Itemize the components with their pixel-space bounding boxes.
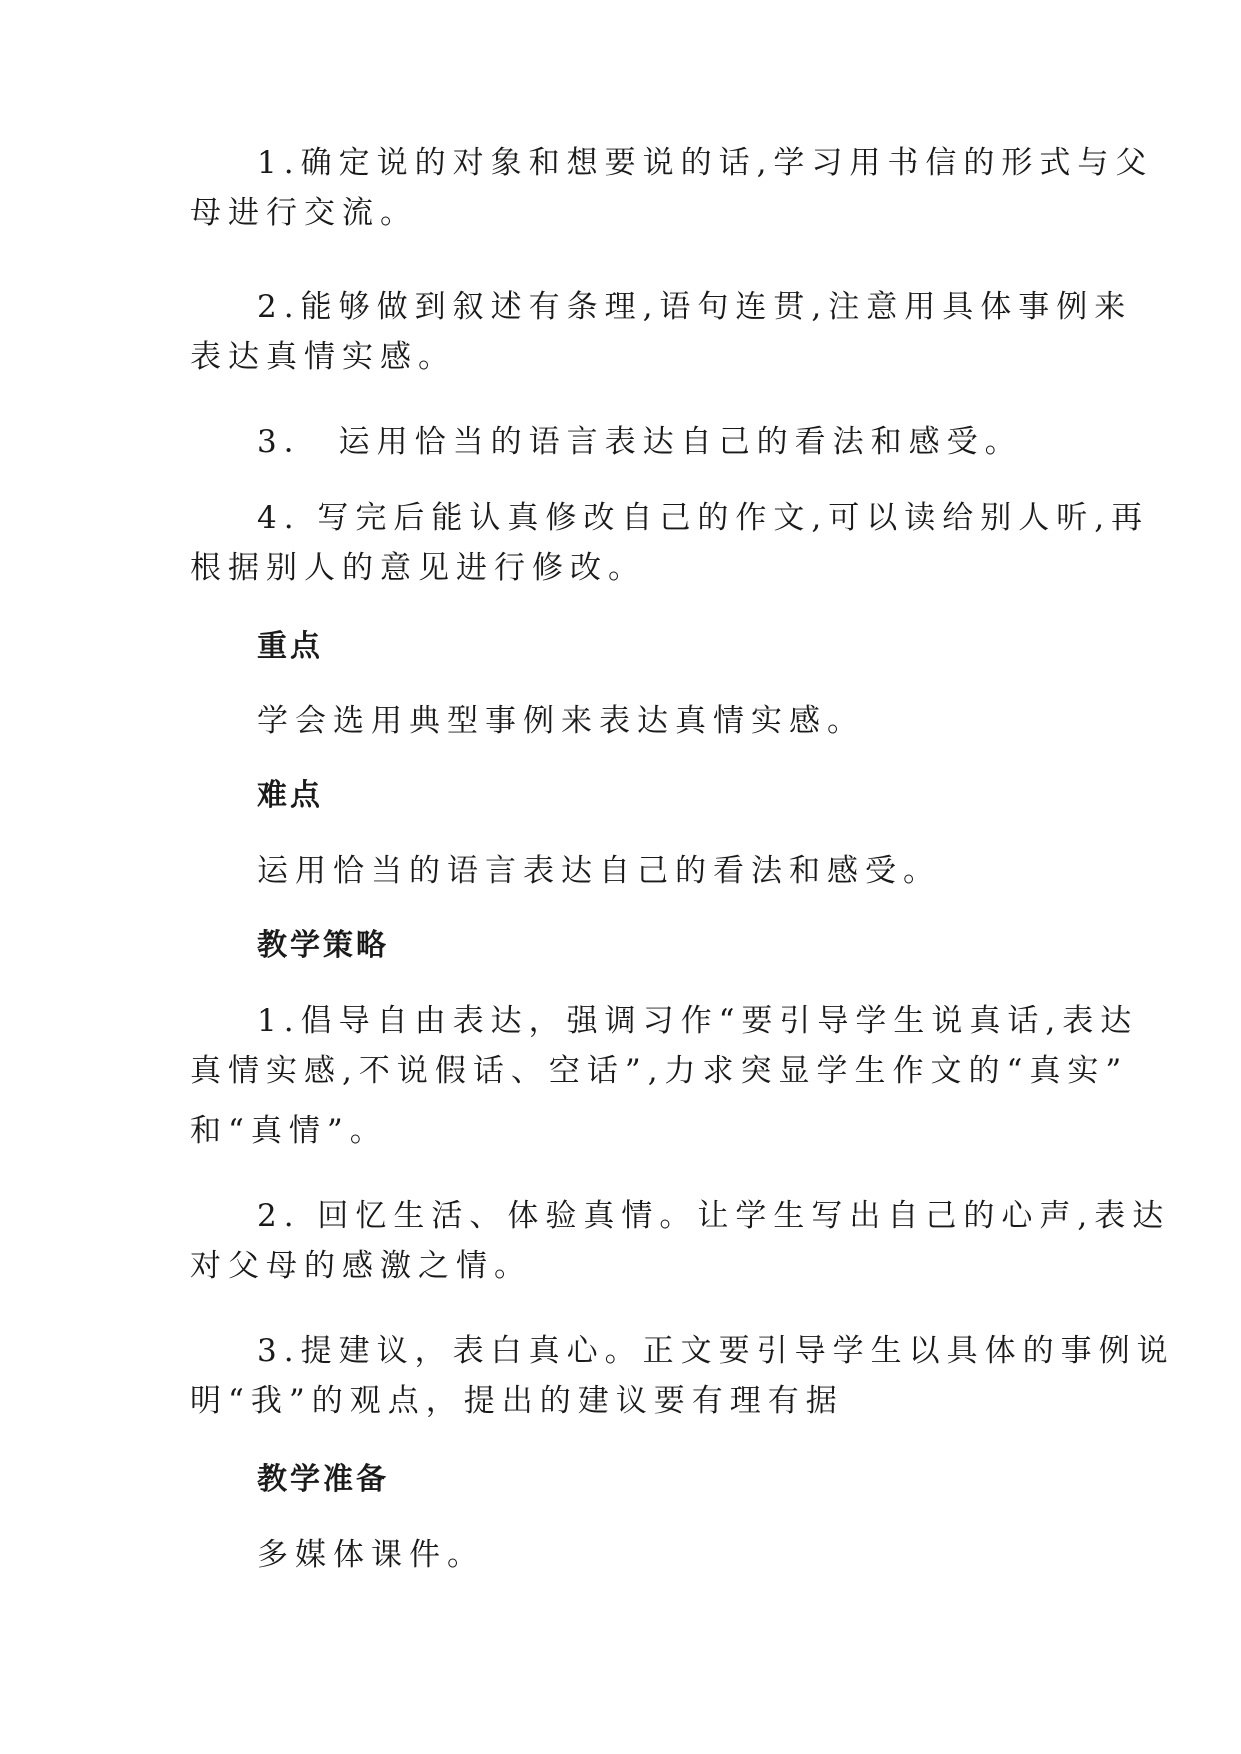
difficulty-text: 运用恰当的语言表达自己的看法和感受。 — [257, 853, 941, 889]
strategy-heading: 教学策略 — [257, 928, 389, 963]
objective-1-line-1: 1.确定说的对象和想要说的话,学习用书信的形式与父 — [257, 145, 1154, 181]
key-point-heading: 重点 — [257, 629, 323, 664]
strategy-1-line-2: 真情实感,不说假话、空话”,力求突显学生作文的“真实” — [190, 1053, 1129, 1089]
objective-4-line-1: 4. 写完后能认真修改自己的作文,可以读给别人听,再 — [257, 500, 1150, 536]
strategy-3-line-2: 明“我”的观点，提出的建议要有理有据 — [190, 1383, 844, 1419]
objective-3-line-1: 3． 运用恰当的语言表达自己的看法和感受。 — [257, 424, 1023, 460]
strategy-1-line-1: 1.倡导自由表达，强调习作“要引导学生说真话,表达 — [257, 1003, 1139, 1039]
preparation-text: 多媒体课件。 — [257, 1537, 485, 1573]
objective-1-line-2: 母进行交流。 — [190, 195, 418, 231]
strategy-3-line-1: 3.提建议，表白真心。正文要引导学生以具体的事例说 — [257, 1333, 1175, 1369]
difficulty-heading: 难点 — [257, 778, 323, 813]
preparation-heading: 教学准备 — [257, 1462, 389, 1497]
key-point-text: 学会选用典型事例来表达真情实感。 — [257, 703, 865, 739]
objective-2-line-2: 表达真情实感。 — [190, 339, 456, 375]
strategy-2-line-2: 对父母的感激之情。 — [190, 1248, 532, 1284]
objective-4-line-2: 根据别人的意见进行修改。 — [190, 550, 646, 586]
objective-2-line-1: 2.能够做到叙述有条理,语句连贯,注意用具体事例来 — [257, 289, 1133, 325]
strategy-1-line-3: 和“真情”。 — [190, 1113, 388, 1149]
strategy-2-line-1: 2. 回忆生活、体验真情。让学生写出自己的心声,表达 — [257, 1198, 1171, 1234]
